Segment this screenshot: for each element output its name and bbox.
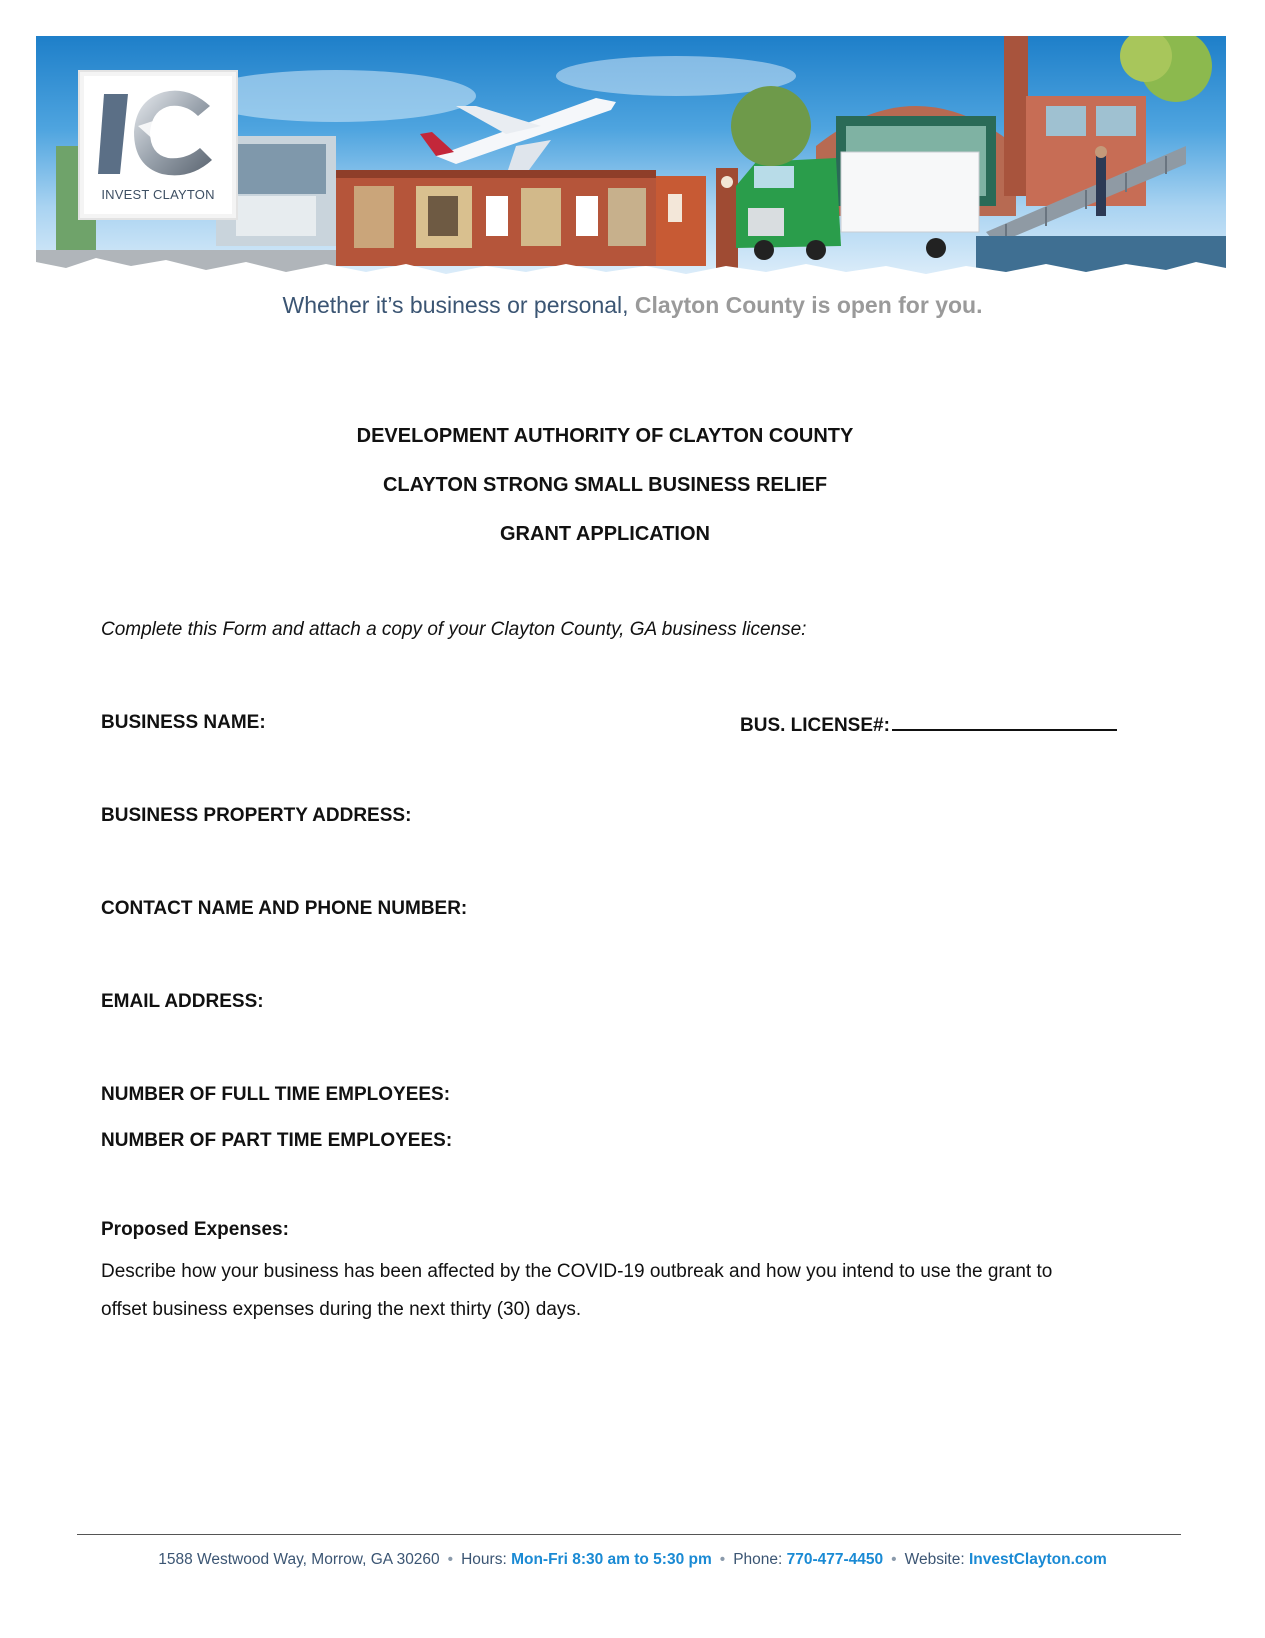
footer-separator: • bbox=[719, 1551, 726, 1568]
part-time-employees-label: NUMBER OF PART TIME EMPLOYEES: bbox=[101, 1130, 453, 1151]
footer-website-link[interactable]: InvestClayton.com bbox=[968, 1551, 1107, 1568]
contact-label: CONTACT NAME AND PHONE NUMBER: bbox=[101, 898, 468, 919]
tagline-plain: Whether it’s business or personal, bbox=[282, 292, 635, 318]
business-name-label: BUSINESS NAME: bbox=[101, 712, 266, 733]
footer-hours-value: Mon-Fri 8:30 am to 5:30 pm bbox=[511, 1551, 712, 1568]
invest-clayton-logo bbox=[80, 72, 236, 218]
business-license-label: BUS. LICENSE#: bbox=[740, 715, 890, 736]
footer-contact-info bbox=[0, 1551, 1265, 1569]
email-label: EMAIL ADDRESS: bbox=[101, 991, 264, 1012]
heading-authority: DEVELOPMENT AUTHORITY OF CLAYTON COUNTY bbox=[356, 425, 854, 447]
tagline-highlight: Clayton County is open for you. bbox=[634, 292, 983, 318]
heading-application: GRANT APPLICATION bbox=[500, 523, 710, 545]
footer-separator: • bbox=[891, 1551, 897, 1568]
heading-program: CLAYTON STRONG SMALL BUSINESS RELIEF bbox=[382, 474, 828, 496]
proposed-expenses-title: Proposed Expenses: bbox=[101, 1219, 289, 1240]
business-license-field bbox=[740, 712, 1117, 737]
footer-divider bbox=[77, 1534, 1181, 1535]
footer-phone-label: Phone: bbox=[733, 1551, 787, 1568]
logo-wordmark: INVEST CLAYTON bbox=[101, 187, 215, 202]
footer-address: 1588 Westwood Way, Morrow, GA 30260 bbox=[158, 1551, 440, 1568]
full-time-employees-label: NUMBER OF FULL TIME EMPLOYEES: bbox=[101, 1084, 451, 1105]
footer-separator: • bbox=[447, 1551, 454, 1568]
proposed-expenses-description: Describe how your business has been affected by the COVID-19 outbreak and how you intend to use the grant to offset business expenses during the next thirty (30) days. bbox=[101, 1261, 1053, 1320]
tagline bbox=[0, 292, 1265, 319]
ic-monogram-icon bbox=[98, 86, 218, 182]
property-address-label: BUSINESS PROPERTY ADDRESS: bbox=[101, 805, 412, 826]
truck-icon bbox=[736, 152, 979, 260]
footer-hours-label: Hours: bbox=[461, 1551, 512, 1568]
header-banner bbox=[36, 36, 1226, 280]
footer-website-label: Website: bbox=[904, 1551, 969, 1568]
business-license-blank-line bbox=[892, 712, 1117, 731]
form-instructions: Complete this Form and attach a copy of your Clayton County, GA business license: bbox=[101, 619, 807, 640]
footer-phone-value: 770-477-4450 bbox=[786, 1551, 884, 1568]
